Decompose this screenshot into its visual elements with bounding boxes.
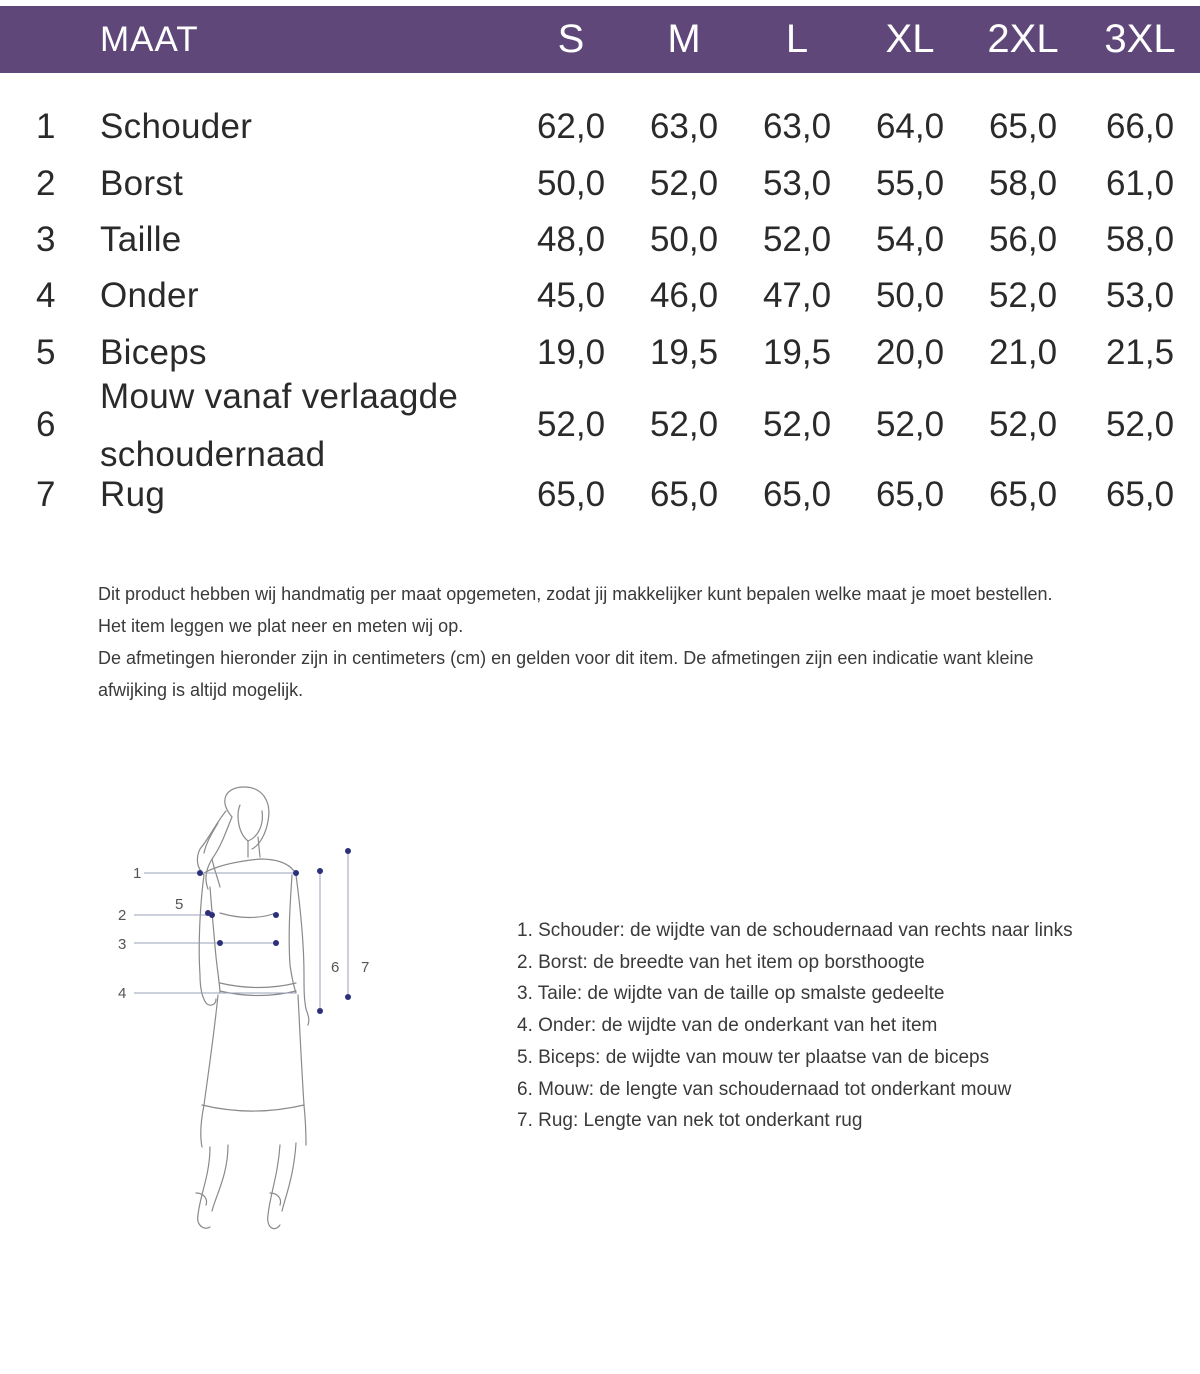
cell-value: 58,0	[1105, 220, 1175, 259]
cell-value: 20,0	[875, 333, 945, 372]
legend-item: 7. Rug: Lengte van nek tot onderkant rug	[517, 1110, 863, 1132]
cell-value: 63,0	[649, 107, 719, 146]
cell-value: 50,0	[649, 220, 719, 259]
note-paragraph: Het item leggen we plat neer en meten wij op.	[98, 616, 464, 636]
cell-value: 65,0	[875, 475, 945, 514]
cell-value: 19,0	[536, 333, 606, 372]
cell-value: 54,0	[875, 220, 945, 259]
cell-value: 66,0	[1105, 107, 1175, 146]
cell-value: 46,0	[649, 276, 719, 315]
cell-value: 52,0	[762, 220, 832, 259]
figure-outline	[196, 787, 309, 1229]
cell-value: 19,5	[762, 333, 832, 372]
cell-value: 65,0	[1105, 475, 1175, 514]
cell-value: 52,0	[875, 405, 945, 444]
marker-label-5: 5	[175, 896, 184, 913]
cell-value: 63,0	[762, 107, 832, 146]
row-label-onder: Onder	[100, 276, 199, 315]
cell-value: 55,0	[875, 164, 945, 203]
cell-value: 52,0	[1105, 405, 1175, 444]
marker-labels	[118, 865, 369, 1002]
row-number: 3	[36, 220, 56, 259]
header-maat-label: MAAT	[100, 20, 199, 59]
row-label-mouw-line2: schoudernaad	[100, 435, 326, 474]
cell-value: 65,0	[762, 475, 832, 514]
header-size-2xl: 2XL	[987, 17, 1059, 61]
row-label-taille: Taille	[100, 220, 182, 259]
size-table-header	[0, 6, 1200, 73]
row-number: 5	[36, 333, 56, 372]
legend-item: 5. Biceps: de wijdte van mouw ter plaatse van de biceps	[517, 1046, 990, 1068]
cell-value: 62,0	[536, 107, 606, 146]
cell-value: 52,0	[988, 405, 1058, 444]
cell-value: 65,0	[988, 475, 1058, 514]
marker-label-6: 6	[331, 959, 340, 976]
cell-value: 65,0	[536, 475, 606, 514]
cell-value: 52,0	[988, 276, 1058, 315]
legend-item: 4. Onder: de wijdte van de onderkant van het item	[517, 1015, 938, 1037]
row-number: 7	[36, 475, 56, 514]
note-paragraph: De afmetingen hieronder zijn in centimeters (cm) en gelden voor dit item. De afmetingen zijn een indicatie want kleine afwijking is altijd mogelijk.	[98, 648, 1034, 700]
cell-value: 56,0	[988, 220, 1058, 259]
measurement-legend	[517, 915, 1077, 1155]
row-label-schouder: Schouder	[100, 107, 253, 146]
row-number: 1	[36, 107, 56, 146]
cell-value: 65,0	[649, 475, 719, 514]
marker-label-7: 7	[361, 959, 370, 976]
cell-value: 19,5	[649, 333, 719, 372]
header-size-l: L	[785, 17, 809, 61]
cell-value: 50,0	[875, 276, 945, 315]
measurement-notes	[98, 578, 1078, 706]
marker-label-4: 4	[118, 985, 127, 1002]
cell-value: 52,0	[649, 164, 719, 203]
cell-value: 65,0	[988, 107, 1058, 146]
cell-value: 48,0	[536, 220, 606, 259]
cell-value: 21,0	[988, 333, 1058, 372]
cell-value: 52,0	[649, 405, 719, 444]
legend-item: 2. Borst: de breedte van het item op borsthoogte	[517, 951, 925, 973]
cell-value: 64,0	[875, 107, 945, 146]
cell-value: 50,0	[536, 164, 606, 203]
cell-value: 58,0	[988, 164, 1058, 203]
cell-value: 52,0	[762, 405, 832, 444]
row-number: 4	[36, 276, 56, 315]
marker-label-2: 2	[118, 907, 127, 924]
header-size-3xl: 3XL	[1104, 17, 1176, 61]
cell-value: 53,0	[1105, 276, 1175, 315]
cell-value: 47,0	[762, 276, 832, 315]
cell-value: 61,0	[1105, 164, 1175, 203]
row-number: 2	[36, 164, 56, 203]
marker-label-3: 3	[118, 936, 127, 953]
row-label-mouw-line1: Mouw vanaf verlaagde	[100, 377, 459, 416]
row-label-biceps: Biceps	[100, 333, 207, 372]
row-number: 6	[36, 405, 56, 444]
header-size-xl: XL	[885, 17, 935, 61]
header-size-s: S	[557, 17, 585, 61]
note-paragraph: Dit product hebben wij handmatig per maat opgemeten, zodat jij makkelijker kunt bepalen welke maat je moet bestellen.	[98, 584, 1053, 604]
cell-value: 45,0	[536, 276, 606, 315]
cell-value: 53,0	[762, 164, 832, 203]
legend-item: 6. Mouw: de lengte van schoudernaad tot onderkant mouw	[517, 1078, 1012, 1100]
measurement-figure-illustration	[100, 775, 400, 1255]
cell-value: 52,0	[536, 405, 606, 444]
header-size-m: M	[667, 17, 701, 61]
marker-label-1: 1	[133, 865, 142, 882]
legend-item: 1. Schouder: de wijdte van de schoudernaad van rechts naar links	[517, 920, 1073, 941]
row-label-rug: Rug	[100, 475, 166, 514]
cell-value: 21,5	[1105, 333, 1175, 372]
row-label-borst: Borst	[100, 164, 184, 203]
figure-svg	[100, 775, 400, 1255]
legend-item: 3. Taile: de wijdte van de taille op smalste gedeelte	[517, 983, 945, 1005]
